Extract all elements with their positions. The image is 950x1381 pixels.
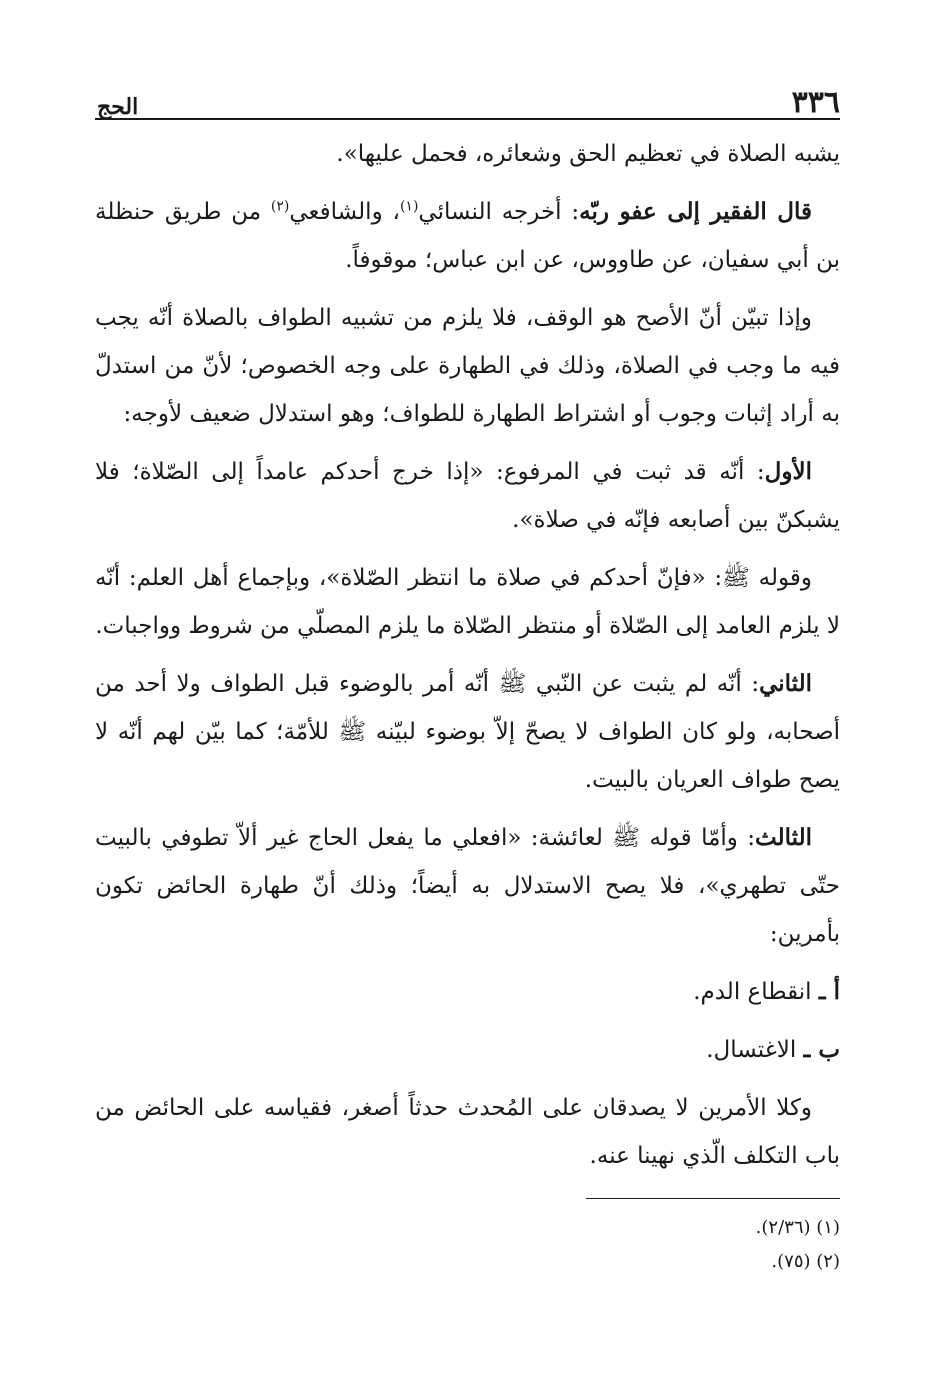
footnote: [95, 1245, 840, 1279]
paragraph-text: يشبه الصلاة في تعظيم الحق وشعائره، فحمل عليها».: [336, 141, 840, 167]
paragraph: [95, 660, 840, 804]
page-header: [95, 78, 840, 120]
paragraph: [95, 294, 840, 438]
paragraph: [95, 448, 840, 544]
running-title: الحج: [97, 94, 139, 120]
footnote-marker: (١): [816, 1217, 840, 1238]
paragraph-text: ، والشافعي: [289, 199, 400, 225]
page-number: ٣٣٦: [791, 85, 840, 120]
paragraph-lead: الثاني: [759, 670, 812, 697]
paragraph: [95, 554, 840, 650]
list-item-marker: أ ـ: [818, 978, 840, 1005]
footnote: [95, 1211, 840, 1245]
list-item: [95, 1026, 840, 1074]
list-item-text: انقطاع الدم.: [693, 979, 819, 1005]
footnote-separator: [586, 1198, 840, 1199]
paragraph-text: وكلا الأمرين لا يصدقان على المُحدث حدثاً أصغر، فقياسه على الحائض من باب التكلف الّذي نهينا عنه.: [95, 1095, 840, 1169]
paragraph-lead: الأول: [764, 458, 812, 485]
footnote-ref[interactable]: (١): [399, 198, 419, 215]
page-body: [95, 78, 840, 1190]
footnote-text: (٢/٣٦).: [755, 1217, 811, 1238]
paragraph-lead: قال الفقير إلى عفو ربّه: [579, 198, 812, 225]
footnote-ref[interactable]: (٢): [270, 198, 290, 215]
paragraph-text: من طريق حنظلة بن أبي سفيان، عن طاووس، عن ابن عباس؛ موقوفاً.: [95, 199, 840, 273]
footnote-marker: (٢): [816, 1251, 840, 1272]
paragraph-text: : أخرجه النسائي: [418, 199, 580, 225]
paragraph: [95, 814, 840, 958]
paragraph: [95, 130, 840, 178]
paragraph-text: : وأمّا قوله ﷺ لعائشة: «افعلي ما يفعل الحاج غير ألاّ تطوفي بالبيت حتّى تطهري»، فلا يصح الاستدلال به أيضاً؛ وذلك أنّ طهارة الحائض تكون بأمرين:: [95, 825, 840, 947]
footnote-text: (٧٥).: [771, 1251, 811, 1272]
paragraph: [95, 188, 840, 284]
paragraph-lead: الثالث: [755, 824, 812, 851]
list-item-text: الاغتسال.: [706, 1037, 804, 1063]
list-item-marker: ب ـ: [803, 1036, 840, 1063]
paragraph-text: وقوله ﷺ: «فإنّ أحدكم في صلاة ما انتظر الصّلاة»، وبإجماع أهل العلم: أنّه لا يلزم العامد إلى الصّلاة أو منتظر الصّلاة ما يلزم المصلّي من شروط وواجبات.: [95, 565, 840, 639]
footnotes: [95, 1198, 840, 1279]
paragraph-text: : أنّه قد ثبت في المرفوع: «إذا خرج أحدكم عامداً إلى الصّلاة؛ فلا يشبكنّ بين أصابعه فإنّه في صلاة».: [95, 459, 840, 533]
paragraph-text: وإذا تبيّن أنّ الأصح هو الوقف، فلا يلزم من تشبيه الطواف بالصلاة أنّه يجب فيه ما وجب في الصلاة، وذلك في الطهارة على وجه الخصوص؛ لأنّ من استدلّ به أراد إثبات وجوب أو اشتراط الطهارة للطواف؛ وهو استدلال ضعيف لأوجه:: [95, 305, 840, 427]
main-text: [95, 130, 840, 1180]
list-item: [95, 968, 840, 1016]
paragraph: [95, 1084, 840, 1180]
paragraph-text: : أنّه لم يثبت عن النّبي ﷺ أنّه أمر بالوضوء قبل الطواف ولا أحد من أصحابه، ولو كان الطواف لا يصحّ إلاّ بوضوء لبيّنه ﷺ للأمّة؛ كما بيّن لهم أنّه لا يصح طواف العريان بالبيت.: [95, 671, 840, 793]
